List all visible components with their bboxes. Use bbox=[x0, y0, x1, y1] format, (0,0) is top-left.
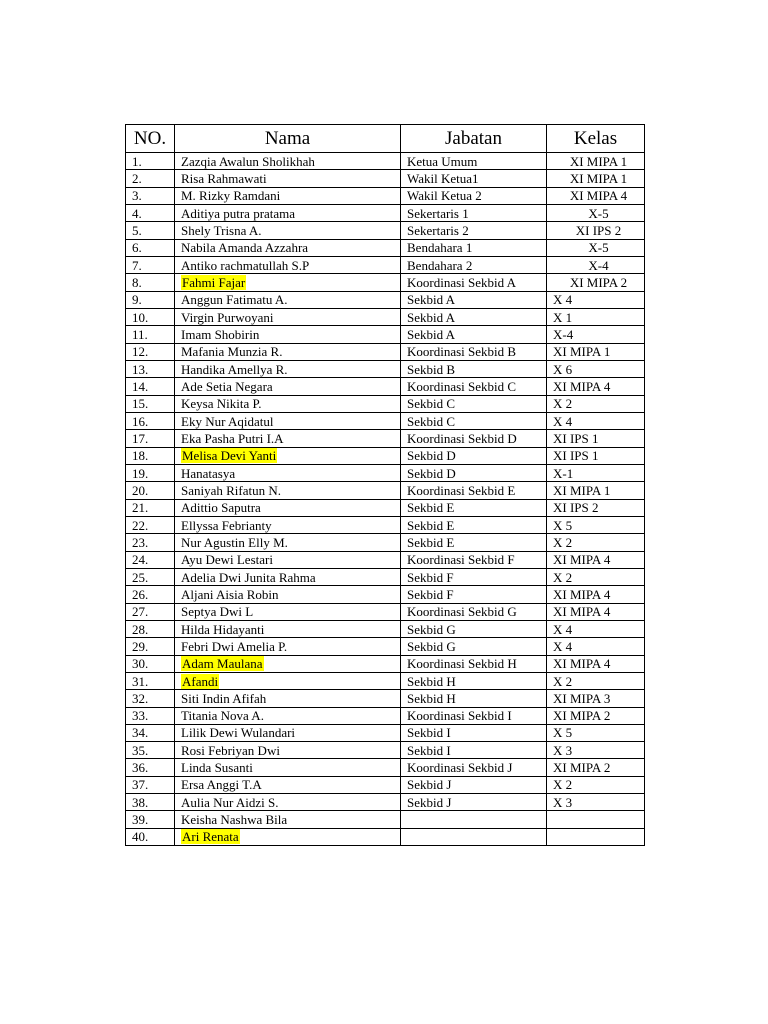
cell-kelas: X 3 bbox=[547, 794, 645, 811]
member-name: Aditiya putra pratama bbox=[181, 205, 296, 221]
member-name: Nur Agustin Elly M. bbox=[181, 534, 288, 550]
member-name: Ersa Anggi T.A bbox=[181, 777, 262, 793]
cell-no: 32. bbox=[126, 690, 175, 707]
member-name: Adittio Saputra bbox=[181, 500, 261, 516]
cell-jabatan: Sekbid A bbox=[401, 326, 547, 343]
cell-nama bbox=[175, 724, 401, 741]
cell-kelas: XI MIPA 4 bbox=[547, 551, 645, 568]
cell-jabatan: Sekbid B bbox=[401, 360, 547, 377]
table-row bbox=[126, 239, 645, 256]
cell-jabatan: Sekbid E bbox=[401, 499, 547, 516]
cell-nama bbox=[175, 378, 401, 395]
cell-no: 13. bbox=[126, 360, 175, 377]
cell-no: 18. bbox=[126, 447, 175, 464]
cell-jabatan: Sekbid F bbox=[401, 586, 547, 603]
cell-jabatan bbox=[401, 811, 547, 828]
cell-kelas: X 2 bbox=[547, 568, 645, 585]
cell-nama bbox=[175, 395, 401, 412]
cell-jabatan: Sekbid H bbox=[401, 672, 547, 689]
table-row bbox=[126, 603, 645, 620]
cell-kelas: XI MIPA 4 bbox=[547, 655, 645, 672]
cell-nama bbox=[175, 776, 401, 793]
cell-nama bbox=[175, 482, 401, 499]
member-table bbox=[125, 124, 645, 846]
cell-kelas: XI MIPA 3 bbox=[547, 690, 645, 707]
cell-no: 2. bbox=[126, 170, 175, 187]
cell-kelas: X 2 bbox=[547, 534, 645, 551]
header-jabatan: Jabatan bbox=[401, 125, 547, 153]
cell-nama bbox=[175, 274, 401, 291]
member-name: Keysa Nikita P. bbox=[181, 396, 262, 412]
cell-jabatan: Sekbid I bbox=[401, 742, 547, 759]
cell-nama bbox=[175, 360, 401, 377]
cell-kelas: XI MIPA 4 bbox=[547, 603, 645, 620]
member-name: Ade Setia Negara bbox=[181, 378, 273, 394]
table-row bbox=[126, 794, 645, 811]
cell-jabatan: Sekbid E bbox=[401, 534, 547, 551]
cell-kelas: X 3 bbox=[547, 742, 645, 759]
cell-kelas: XI MIPA 2 bbox=[547, 274, 645, 291]
cell-kelas: X 6 bbox=[547, 360, 645, 377]
cell-kelas: X-4 bbox=[547, 256, 645, 273]
member-name: Ellyssa Febrianty bbox=[181, 517, 272, 533]
cell-no: 28. bbox=[126, 620, 175, 637]
cell-jabatan: Koordinasi Sekbid D bbox=[401, 430, 547, 447]
table-row bbox=[126, 378, 645, 395]
cell-kelas: X-4 bbox=[547, 326, 645, 343]
member-name: Antiko rachmatullah S.P bbox=[181, 257, 310, 273]
cell-kelas: X 2 bbox=[547, 776, 645, 793]
cell-kelas bbox=[547, 811, 645, 828]
table-row bbox=[126, 811, 645, 828]
cell-jabatan: Koordinasi Sekbid G bbox=[401, 603, 547, 620]
member-name: Mafania Munzia R. bbox=[181, 344, 283, 360]
table-row bbox=[126, 482, 645, 499]
table-row bbox=[126, 326, 645, 343]
cell-no: 34. bbox=[126, 724, 175, 741]
cell-kelas: XI IPS 1 bbox=[547, 430, 645, 447]
cell-kelas: XI IPS 2 bbox=[547, 499, 645, 516]
cell-jabatan: Sekertaris 2 bbox=[401, 222, 547, 239]
highlighted-name: Afandi bbox=[182, 673, 219, 689]
cell-jabatan: Koordinasi Sekbid H bbox=[401, 655, 547, 672]
cell-no: 21. bbox=[126, 499, 175, 516]
cell-nama bbox=[175, 204, 401, 221]
cell-no: 19. bbox=[126, 464, 175, 481]
cell-jabatan: Sekertaris 1 bbox=[401, 204, 547, 221]
cell-no: 35. bbox=[126, 742, 175, 759]
cell-jabatan: Sekbid E bbox=[401, 516, 547, 533]
member-name: Linda Susanti bbox=[181, 760, 253, 776]
cell-nama bbox=[175, 239, 401, 256]
member-name: Hilda Hidayanti bbox=[181, 621, 265, 637]
member-name: Aulia Nur Aidzi S. bbox=[181, 794, 279, 810]
cell-kelas: XI IPS 1 bbox=[547, 447, 645, 464]
table-row bbox=[126, 742, 645, 759]
table-row bbox=[126, 759, 645, 776]
cell-no: 3. bbox=[126, 187, 175, 204]
cell-jabatan bbox=[401, 828, 547, 845]
cell-no: 11. bbox=[126, 326, 175, 343]
member-name: Lilik Dewi Wulandari bbox=[181, 725, 296, 741]
header-nama: Nama bbox=[175, 125, 401, 153]
cell-no: 30. bbox=[126, 655, 175, 672]
cell-kelas: X 4 bbox=[547, 620, 645, 637]
cell-no: 38. bbox=[126, 794, 175, 811]
cell-jabatan: Sekbid C bbox=[401, 395, 547, 412]
table-row bbox=[126, 620, 645, 637]
cell-jabatan: Sekbid F bbox=[401, 568, 547, 585]
cell-jabatan: Sekbid A bbox=[401, 308, 547, 325]
member-name: Ayu Dewi Lestari bbox=[181, 552, 273, 568]
table-row bbox=[126, 447, 645, 464]
cell-nama bbox=[175, 828, 401, 845]
cell-no: 5. bbox=[126, 222, 175, 239]
cell-no: 36. bbox=[126, 759, 175, 776]
cell-no: 26. bbox=[126, 586, 175, 603]
member-name: Anggun Fatimatu A. bbox=[181, 292, 288, 308]
member-name: Zazqia Awalun Sholikhah bbox=[181, 153, 315, 169]
member-name: Handika Amellya R. bbox=[181, 361, 288, 377]
cell-jabatan: Bendahara 2 bbox=[401, 256, 547, 273]
cell-kelas: X-5 bbox=[547, 239, 645, 256]
cell-no: 9. bbox=[126, 291, 175, 308]
table-row bbox=[126, 586, 645, 603]
cell-kelas: X 4 bbox=[547, 412, 645, 429]
table-row bbox=[126, 274, 645, 291]
cell-no: 31. bbox=[126, 672, 175, 689]
cell-jabatan: Sekbid D bbox=[401, 464, 547, 481]
cell-kelas: X 4 bbox=[547, 291, 645, 308]
table-row bbox=[126, 360, 645, 377]
cell-kelas: XI MIPA 2 bbox=[547, 707, 645, 724]
cell-jabatan: Sekbid D bbox=[401, 447, 547, 464]
cell-nama bbox=[175, 222, 401, 239]
cell-kelas: XI MIPA 1 bbox=[547, 153, 645, 170]
table-row bbox=[126, 412, 645, 429]
member-name: Febri Dwi Amelia P. bbox=[181, 638, 288, 654]
member-name: M. Rizky Ramdani bbox=[181, 188, 281, 204]
member-name: Hanatasya bbox=[181, 465, 236, 481]
cell-no: 33. bbox=[126, 707, 175, 724]
table-row bbox=[126, 170, 645, 187]
cell-nama bbox=[175, 568, 401, 585]
cell-nama bbox=[175, 655, 401, 672]
table-row bbox=[126, 638, 645, 655]
cell-kelas: XI MIPA 1 bbox=[547, 343, 645, 360]
member-name: Virgin Purwoyani bbox=[181, 309, 274, 325]
table-row bbox=[126, 724, 645, 741]
cell-no: 24. bbox=[126, 551, 175, 568]
cell-jabatan: Sekbid J bbox=[401, 776, 547, 793]
cell-no: 12. bbox=[126, 343, 175, 360]
member-name: Adelia Dwi Junita Rahma bbox=[181, 569, 316, 585]
cell-nama bbox=[175, 187, 401, 204]
table-row bbox=[126, 204, 645, 221]
cell-jabatan: Koordinasi Sekbid B bbox=[401, 343, 547, 360]
cell-nama bbox=[175, 256, 401, 273]
cell-nama bbox=[175, 690, 401, 707]
table-row bbox=[126, 153, 645, 170]
member-name: Eky Nur Aqidatul bbox=[181, 413, 274, 429]
cell-no: 14. bbox=[126, 378, 175, 395]
member-name: Keisha Nashwa Bila bbox=[181, 812, 288, 828]
cell-nama bbox=[175, 430, 401, 447]
cell-no: 20. bbox=[126, 482, 175, 499]
cell-jabatan: Sekbid G bbox=[401, 620, 547, 637]
cell-nama bbox=[175, 620, 401, 637]
cell-nama bbox=[175, 170, 401, 187]
cell-jabatan: Koordinasi Sekbid J bbox=[401, 759, 547, 776]
table-row bbox=[126, 672, 645, 689]
cell-no: 4. bbox=[126, 204, 175, 221]
header-kelas: Kelas bbox=[547, 125, 645, 153]
cell-nama bbox=[175, 534, 401, 551]
cell-nama bbox=[175, 308, 401, 325]
cell-no: 1. bbox=[126, 153, 175, 170]
table-body bbox=[126, 153, 645, 846]
member-name: Rosi Febriyan Dwi bbox=[181, 742, 280, 758]
table-row bbox=[126, 256, 645, 273]
highlighted-name: Ari Renata bbox=[182, 829, 239, 845]
cell-jabatan: Koordinasi Sekbid F bbox=[401, 551, 547, 568]
cell-nama bbox=[175, 326, 401, 343]
cell-nama bbox=[175, 343, 401, 360]
cell-no: 10. bbox=[126, 308, 175, 325]
cell-jabatan: Sekbid H bbox=[401, 690, 547, 707]
cell-jabatan: Wakil Ketua1 bbox=[401, 170, 547, 187]
cell-kelas: X 2 bbox=[547, 395, 645, 412]
cell-no: 17. bbox=[126, 430, 175, 447]
cell-kelas: X 4 bbox=[547, 638, 645, 655]
highlighted-name: Adam Maulana bbox=[182, 656, 263, 672]
cell-no: 23. bbox=[126, 534, 175, 551]
cell-nama bbox=[175, 291, 401, 308]
cell-kelas: XI IPS 2 bbox=[547, 222, 645, 239]
cell-kelas: XI MIPA 1 bbox=[547, 170, 645, 187]
member-name: Saniyah Rifatun N. bbox=[181, 482, 282, 498]
cell-jabatan: Sekbid A bbox=[401, 291, 547, 308]
cell-jabatan: Ketua Umum bbox=[401, 153, 547, 170]
cell-jabatan: Sekbid C bbox=[401, 412, 547, 429]
cell-jabatan: Bendahara 1 bbox=[401, 239, 547, 256]
cell-no: 8. bbox=[126, 274, 175, 291]
table-row bbox=[126, 222, 645, 239]
cell-no: 29. bbox=[126, 638, 175, 655]
cell-jabatan: Koordinasi Sekbid E bbox=[401, 482, 547, 499]
highlighted-name: Fahmi Fajar bbox=[182, 274, 246, 290]
cell-kelas: X 1 bbox=[547, 308, 645, 325]
cell-no: 6. bbox=[126, 239, 175, 256]
cell-nama bbox=[175, 447, 401, 464]
cell-kelas: XI MIPA 4 bbox=[547, 586, 645, 603]
cell-jabatan: Sekbid I bbox=[401, 724, 547, 741]
cell-no: 15. bbox=[126, 395, 175, 412]
cell-no: 39. bbox=[126, 811, 175, 828]
table-row bbox=[126, 343, 645, 360]
cell-nama bbox=[175, 412, 401, 429]
cell-kelas: XI MIPA 4 bbox=[547, 187, 645, 204]
cell-kelas: XI MIPA 1 bbox=[547, 482, 645, 499]
table-row bbox=[126, 395, 645, 412]
table-row bbox=[126, 655, 645, 672]
cell-kelas: X 2 bbox=[547, 672, 645, 689]
cell-jabatan: Koordinasi Sekbid C bbox=[401, 378, 547, 395]
cell-nama bbox=[175, 586, 401, 603]
cell-nama bbox=[175, 811, 401, 828]
table-row bbox=[126, 187, 645, 204]
cell-nama bbox=[175, 672, 401, 689]
cell-kelas: X 5 bbox=[547, 724, 645, 741]
cell-nama bbox=[175, 742, 401, 759]
header-no: NO. bbox=[126, 125, 175, 153]
table-row bbox=[126, 534, 645, 551]
member-name: Eka Pasha Putri I.A bbox=[181, 430, 284, 446]
member-name: Siti Indin Afifah bbox=[181, 690, 267, 706]
cell-kelas: X 5 bbox=[547, 516, 645, 533]
table-row bbox=[126, 828, 645, 845]
header-row bbox=[126, 125, 645, 153]
table-row bbox=[126, 776, 645, 793]
cell-no: 37. bbox=[126, 776, 175, 793]
cell-nama bbox=[175, 638, 401, 655]
table-row bbox=[126, 430, 645, 447]
member-name: Shely Trisna A. bbox=[181, 222, 262, 238]
cell-nama bbox=[175, 499, 401, 516]
cell-no: 16. bbox=[126, 412, 175, 429]
table-row bbox=[126, 690, 645, 707]
cell-no: 22. bbox=[126, 516, 175, 533]
cell-nama bbox=[175, 551, 401, 568]
member-name: Titania Nova A. bbox=[181, 708, 264, 724]
table-row bbox=[126, 516, 645, 533]
table-row bbox=[126, 551, 645, 568]
cell-no: 27. bbox=[126, 603, 175, 620]
cell-nama bbox=[175, 759, 401, 776]
cell-kelas: XI MIPA 2 bbox=[547, 759, 645, 776]
table-row bbox=[126, 499, 645, 516]
cell-nama bbox=[175, 707, 401, 724]
cell-nama bbox=[175, 603, 401, 620]
table-row bbox=[126, 308, 645, 325]
cell-kelas: X-1 bbox=[547, 464, 645, 481]
table-row bbox=[126, 568, 645, 585]
cell-nama bbox=[175, 153, 401, 170]
member-name: Nabila Amanda Azzahra bbox=[181, 240, 309, 256]
cell-jabatan: Koordinasi Sekbid I bbox=[401, 707, 547, 724]
member-name: Aljani Aisia Robin bbox=[181, 586, 279, 602]
cell-jabatan: Sekbid G bbox=[401, 638, 547, 655]
table-header bbox=[126, 125, 645, 153]
member-name: Imam Shobirin bbox=[181, 326, 260, 342]
member-name: Septya Dwi L bbox=[181, 604, 254, 620]
cell-no: 25. bbox=[126, 568, 175, 585]
table-row bbox=[126, 291, 645, 308]
member-name: Risa Rahmawati bbox=[181, 170, 267, 186]
cell-jabatan: Wakil Ketua 2 bbox=[401, 187, 547, 204]
cell-jabatan: Koordinasi Sekbid A bbox=[401, 274, 547, 291]
cell-kelas: X-5 bbox=[547, 204, 645, 221]
cell-no: 7. bbox=[126, 256, 175, 273]
cell-nama bbox=[175, 464, 401, 481]
table-row bbox=[126, 464, 645, 481]
cell-jabatan: Sekbid J bbox=[401, 794, 547, 811]
cell-nama bbox=[175, 794, 401, 811]
highlighted-name: Melisa Devi Yanti bbox=[182, 448, 277, 464]
cell-no: 40. bbox=[126, 828, 175, 845]
cell-nama bbox=[175, 516, 401, 533]
table-row bbox=[126, 707, 645, 724]
cell-kelas bbox=[547, 828, 645, 845]
cell-kelas: XI MIPA 4 bbox=[547, 378, 645, 395]
